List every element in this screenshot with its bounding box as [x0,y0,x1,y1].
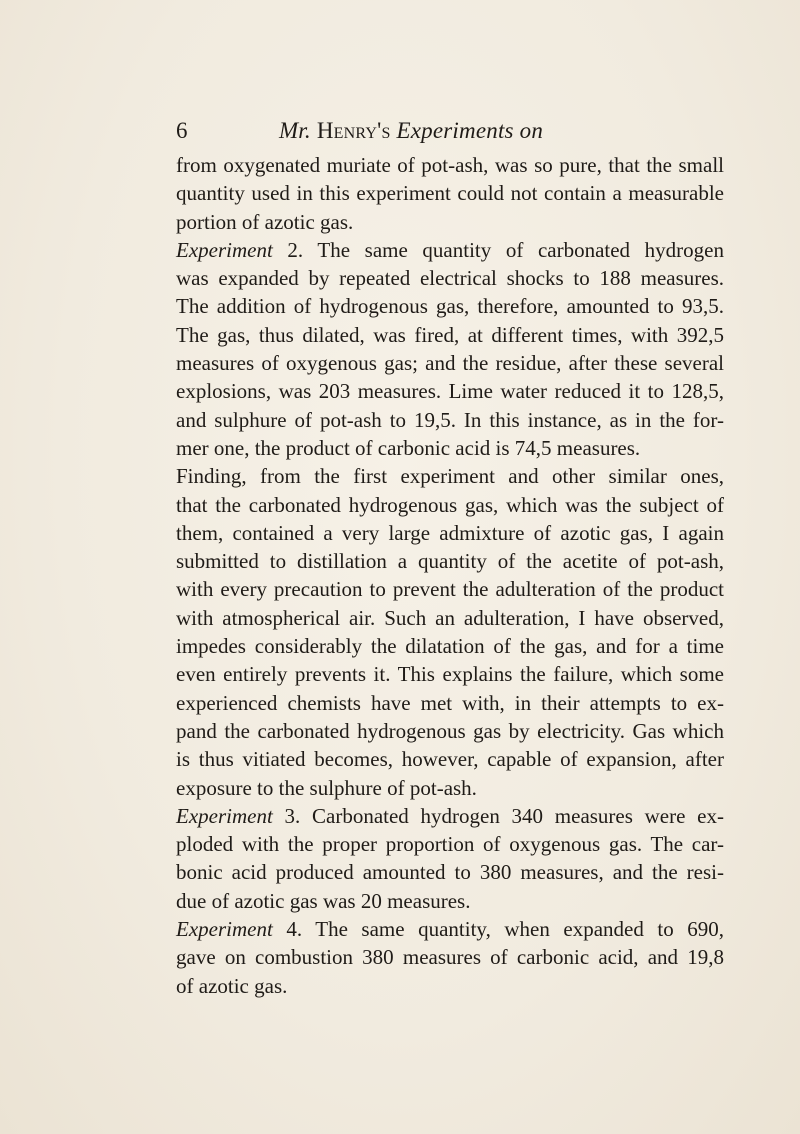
running-title [176,118,646,144]
line-text: from oxygenated muriate of pot-ash, was so pure, that the small [176,153,724,177]
text-line [176,689,724,717]
text-line [176,491,724,519]
experiment-label: Experiment [176,917,273,942]
body-text [176,151,724,1000]
line-text: impedes considerably the dilatation of the gas, and for a time [176,634,724,659]
text-line [176,745,724,773]
text-line [176,179,724,207]
line-text: with atmospherical air. Such an adulteration, I have observed, [176,605,724,630]
line-text: 3. Carbonated hydrogen 340 measures were ex- [272,803,724,828]
text-line [176,943,724,971]
line-text: 2. The same quantity of carbonated hydrogen [272,237,724,262]
experiment-label: Experiment [176,237,273,262]
running-header [176,118,646,148]
title-prefix: Mr. [278,118,311,143]
line-text: ploded with the proper proportion of oxygenous gas. The car- [176,832,724,857]
title-name: Henry's [316,118,391,143]
line-text: bonic acid produced amounted to 380 measures, and the resi- [176,860,724,885]
text-line [176,717,724,745]
text-line [176,915,724,943]
text-line [176,575,724,603]
text-line [176,151,724,179]
text-line [176,434,724,462]
line-text: Finding, from the first experiment and other similar ones, [176,464,724,489]
line-text: was expanded by repeated electrical shocks to 188 measures. [176,266,724,291]
text-line [176,802,724,830]
line-text: exposure to the sulphure of pot-ash. [176,775,477,800]
text-line [176,349,724,377]
title-suffix: Experiments on [396,118,544,143]
line-text: 4. The same quantity, when expanded to 690, [272,917,724,942]
line-text: measures of oxygenous gas; and the residue, after these several [176,351,724,376]
text-line [176,208,724,236]
experiment-label: Experiment [176,803,273,828]
line-text: and sulphure of pot-ash to 19,5. In this instance, as in the for- [176,407,724,432]
line-text: that the carbonated hydrogenous gas, which was the subject of [176,492,724,517]
text-line [176,972,724,1000]
line-text: portion of azotic gas. [176,209,354,234]
text-line [176,292,724,320]
text-line [176,632,724,660]
line-text: quantity used in this experiment could not contain a measurable [176,181,724,206]
line-text: is thus vitiated becomes, however, capable of expansion, after [176,747,724,772]
text-line [176,858,724,886]
text-line [176,377,724,405]
text-line [176,887,724,915]
text-line [176,660,724,688]
line-text: pand the carbonated hydrogenous gas by electricity. Gas which [176,718,724,743]
line-text: even entirely prevents it. This explains the failure, which some [176,662,724,687]
text-line [176,321,724,349]
text-line [176,547,724,575]
text-line [176,264,724,292]
line-text: gave on combustion 380 measures of carbonic acid, and 19,8 [176,945,724,970]
text-line [176,406,724,434]
text-line [176,519,724,547]
text-line [176,830,724,858]
line-text: The addition of hydrogenous gas, therefore, amounted to 93,5. [176,294,724,319]
line-text: with every precaution to prevent the adulteration of the product [176,577,724,602]
line-text: experienced chemists have met with, in their attempts to ex- [176,690,724,715]
line-text: due of azotic gas was 20 measures. [176,888,471,913]
line-text: mer one, the product of carbonic acid is 74,5 measures. [176,435,641,460]
line-text: The gas, thus dilated, was fired, at different times, with 392,5 [176,322,724,347]
text-line [176,604,724,632]
line-text: submitted to distillation a quantity of the acetite of pot-ash, [176,549,724,574]
text-line [176,236,724,264]
page-number: 6 [176,118,188,143]
text-line [176,462,724,490]
line-text: explosions, was 203 measures. Lime water reduced it to 128,5, [176,379,724,404]
line-text: of azotic gas. [176,973,288,998]
line-text: them, contained a very large admixture of azotic gas, I again [176,520,724,545]
text-line [176,774,724,802]
